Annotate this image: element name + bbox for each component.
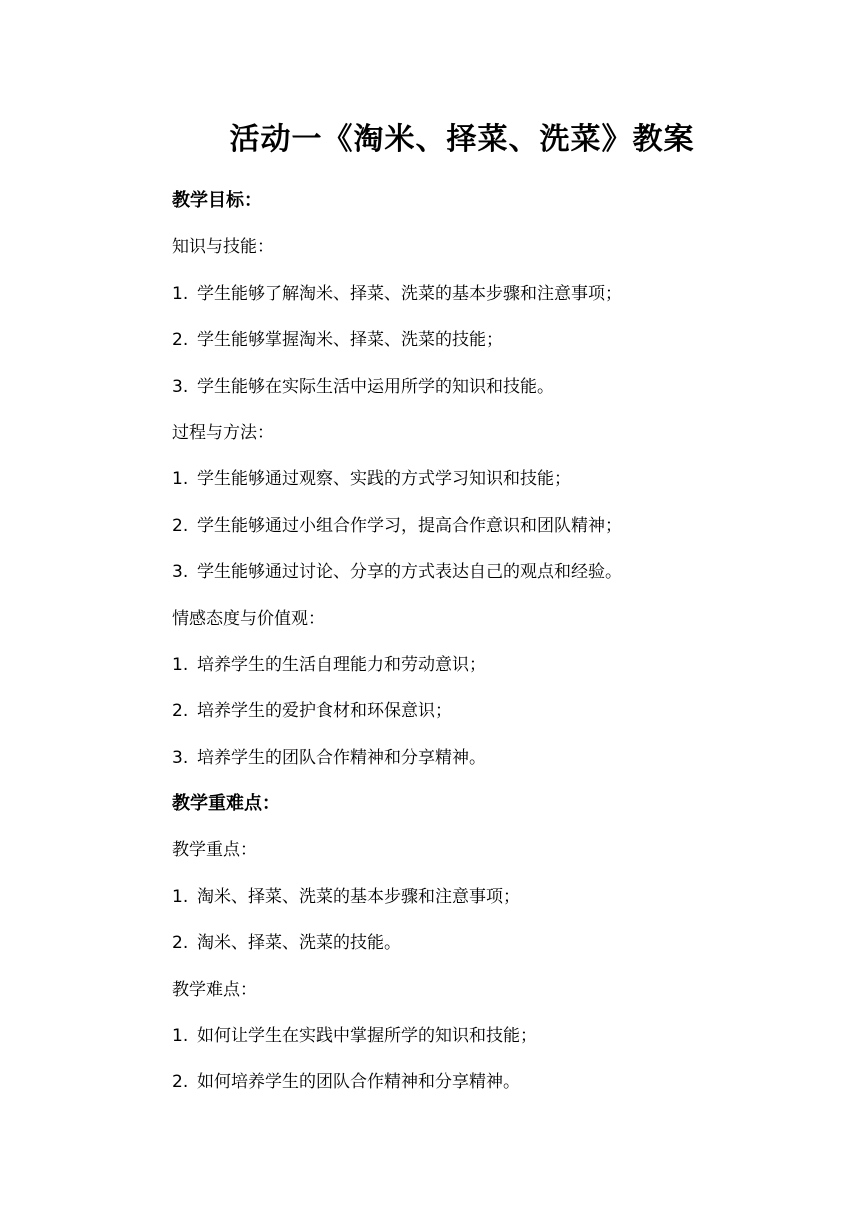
- list-text: 学生能够掌握淘米、择菜、洗菜的技能；: [197, 330, 503, 351]
- subheading: 教学重点：: [172, 840, 257, 861]
- list-text: 培养学生的团队合作精神和分享精神。: [197, 747, 486, 768]
- list-text: 培养学生的生活自理能力和劳动意识；: [197, 654, 486, 675]
- subheading: 情感态度与价值观：: [172, 608, 325, 629]
- list-item: [172, 503, 772, 549]
- list-number: 3.: [172, 562, 189, 583]
- list-item: [172, 317, 772, 363]
- list-text: 如何培养学生的团队合作精神和分享精神。: [197, 1072, 520, 1093]
- subheading: 教学难点：: [172, 979, 257, 1000]
- list-item: [172, 271, 772, 317]
- list-number: 1.: [172, 654, 189, 675]
- list-number: 2.: [172, 701, 189, 722]
- list-text: 淘米、择菜、洗菜的技能。: [197, 933, 401, 954]
- subheading: 过程与方法：: [172, 422, 274, 443]
- list-item: [172, 920, 772, 966]
- list-item: [172, 735, 772, 781]
- list-text: 如何让学生在实践中掌握所学的知识和技能；: [197, 1026, 537, 1047]
- list-item: [172, 688, 772, 734]
- list-number: 2.: [172, 515, 189, 536]
- list-number: 2.: [172, 1072, 189, 1093]
- document-title: 活动一《淘米、择菜、洗菜》教案: [229, 122, 695, 157]
- list-number: 1.: [172, 1026, 189, 1047]
- document-body: [172, 178, 772, 1106]
- list-number: 1.: [172, 283, 189, 304]
- list-text: 淘米、择菜、洗菜的基本步骤和注意事项；: [197, 886, 520, 907]
- list-number: 1.: [172, 469, 189, 490]
- list-item: [172, 456, 772, 502]
- list-number: 3.: [172, 747, 189, 768]
- list-number: 1.: [172, 886, 189, 907]
- list-item: [172, 1013, 772, 1059]
- list-item: [172, 1059, 772, 1105]
- list-item: [172, 642, 772, 688]
- list-item: [172, 874, 772, 920]
- list-text: 学生能够通过观察、实践的方式学习知识和技能；: [197, 469, 571, 490]
- list-item: [172, 364, 772, 410]
- section-heading: 教学目标：: [172, 190, 262, 211]
- list-item: [172, 549, 772, 595]
- list-text: 培养学生的爱护食材和环保意识；: [197, 701, 452, 722]
- list-text: 学生能够了解淘米、择菜、洗菜的基本步骤和注意事项；: [197, 283, 622, 304]
- list-text: 学生能够在实际生活中运用所学的知识和技能。: [197, 376, 554, 397]
- list-number: 2.: [172, 933, 189, 954]
- list-text: 学生能够通过小组合作学习，提高合作意识和团队精神；: [197, 515, 622, 536]
- section-heading: 教学重难点：: [172, 793, 280, 815]
- list-text: 学生能够通过讨论、分享的方式表达自己的观点和经验。: [197, 562, 622, 583]
- subheading: 知识与技能：: [172, 237, 274, 258]
- list-number: 2.: [172, 330, 189, 351]
- list-number: 3.: [172, 376, 189, 397]
